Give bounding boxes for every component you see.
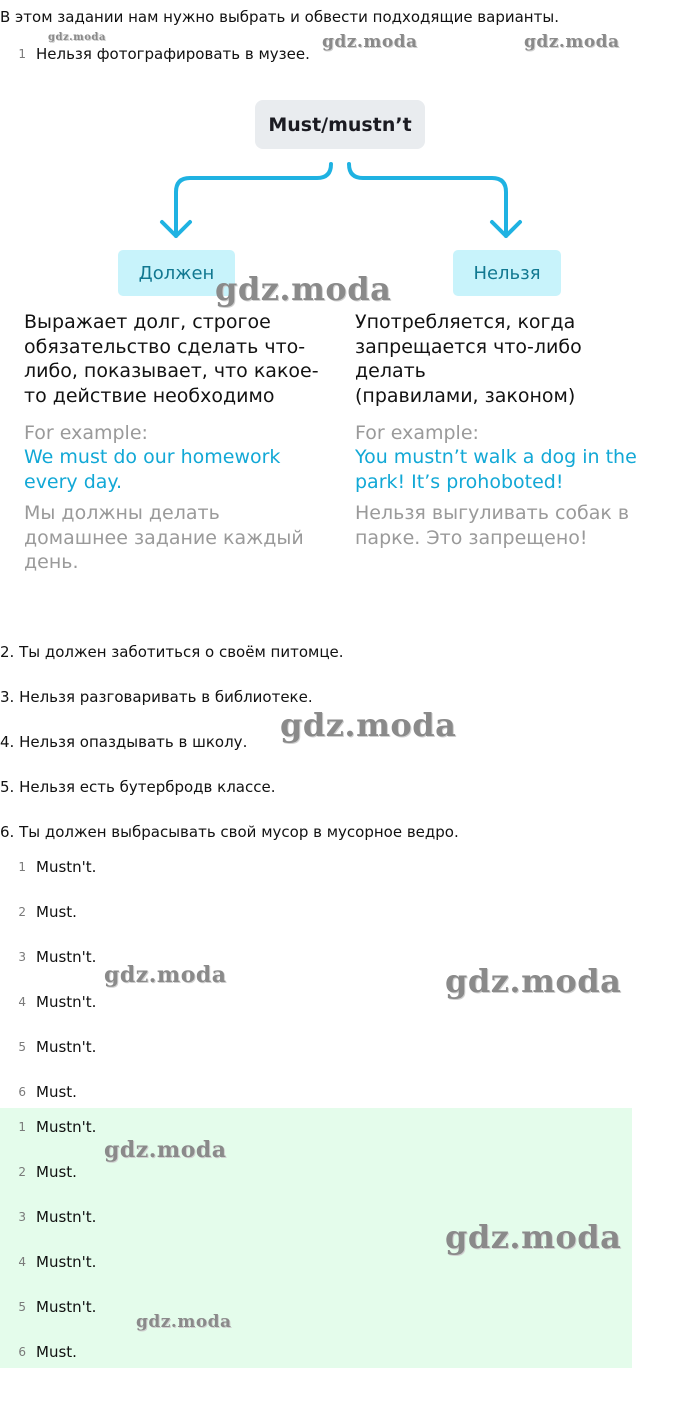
branch-arrows [0,150,680,250]
left-arrow [176,164,331,236]
mustnt-description: Употребляется, когда запрещается что-либо делать (правилами, законом) [355,311,582,407]
must-example-label: For example: [24,422,148,444]
question-item: 4. Нельзя опаздывать в школу. [0,733,248,751]
must-example-ru: Мы должны делать домашнее задание каждый день. [24,502,304,573]
watermark: gdz.moda [445,962,622,1000]
tag-mustnt: Нельзя [453,250,561,296]
intro-text: В этом задании нам нужно выбрать и обвести подходящие варианты. [0,8,559,26]
watermark: gdz.moda [48,32,106,43]
question-item: 3. Нельзя разговаривать в библиотеке. [0,688,313,706]
question-item: 5. Нельзя есть бутербродв классе. [0,778,276,796]
watermark: gdz.moda [280,706,457,744]
right-arrow [349,164,506,236]
rule-title: Must/mustn’t [255,100,425,149]
must-example-en: We must do our homework every day. [24,446,281,493]
question-item: 2. Ты должен заботиться о своём питомце. [0,643,344,661]
tag-must: Должен [118,250,235,296]
watermark: gdz.moda [104,962,227,988]
mustnt-example-label: For example: [355,422,479,444]
watermark: gdz.moda [445,1218,622,1256]
watermark: gdz.moda [322,32,418,52]
question-text: Нельзя фотографировать в музее. [36,45,310,63]
mustnt-example-ru: Нельзя выгуливать собак в парке. Это запрещено! [355,502,630,549]
watermark: gdz.moda [524,32,620,52]
watermark: gdz.moda [215,270,392,308]
watermark: gdz.moda [136,1312,232,1332]
list-number: 1 [18,47,26,61]
watermark: gdz.moda [104,1137,227,1163]
question-item: 6. Ты должен выбрасывать свой мусор в мусорное ведро. [0,823,459,841]
mustnt-example-en: You mustn’t walk a dog in the park! It’s prohoboted! [355,446,637,493]
must-description: Выражает долг, строгое обязательство сделать что- либо, показывает, что какое- то действие необходимо [24,311,319,407]
